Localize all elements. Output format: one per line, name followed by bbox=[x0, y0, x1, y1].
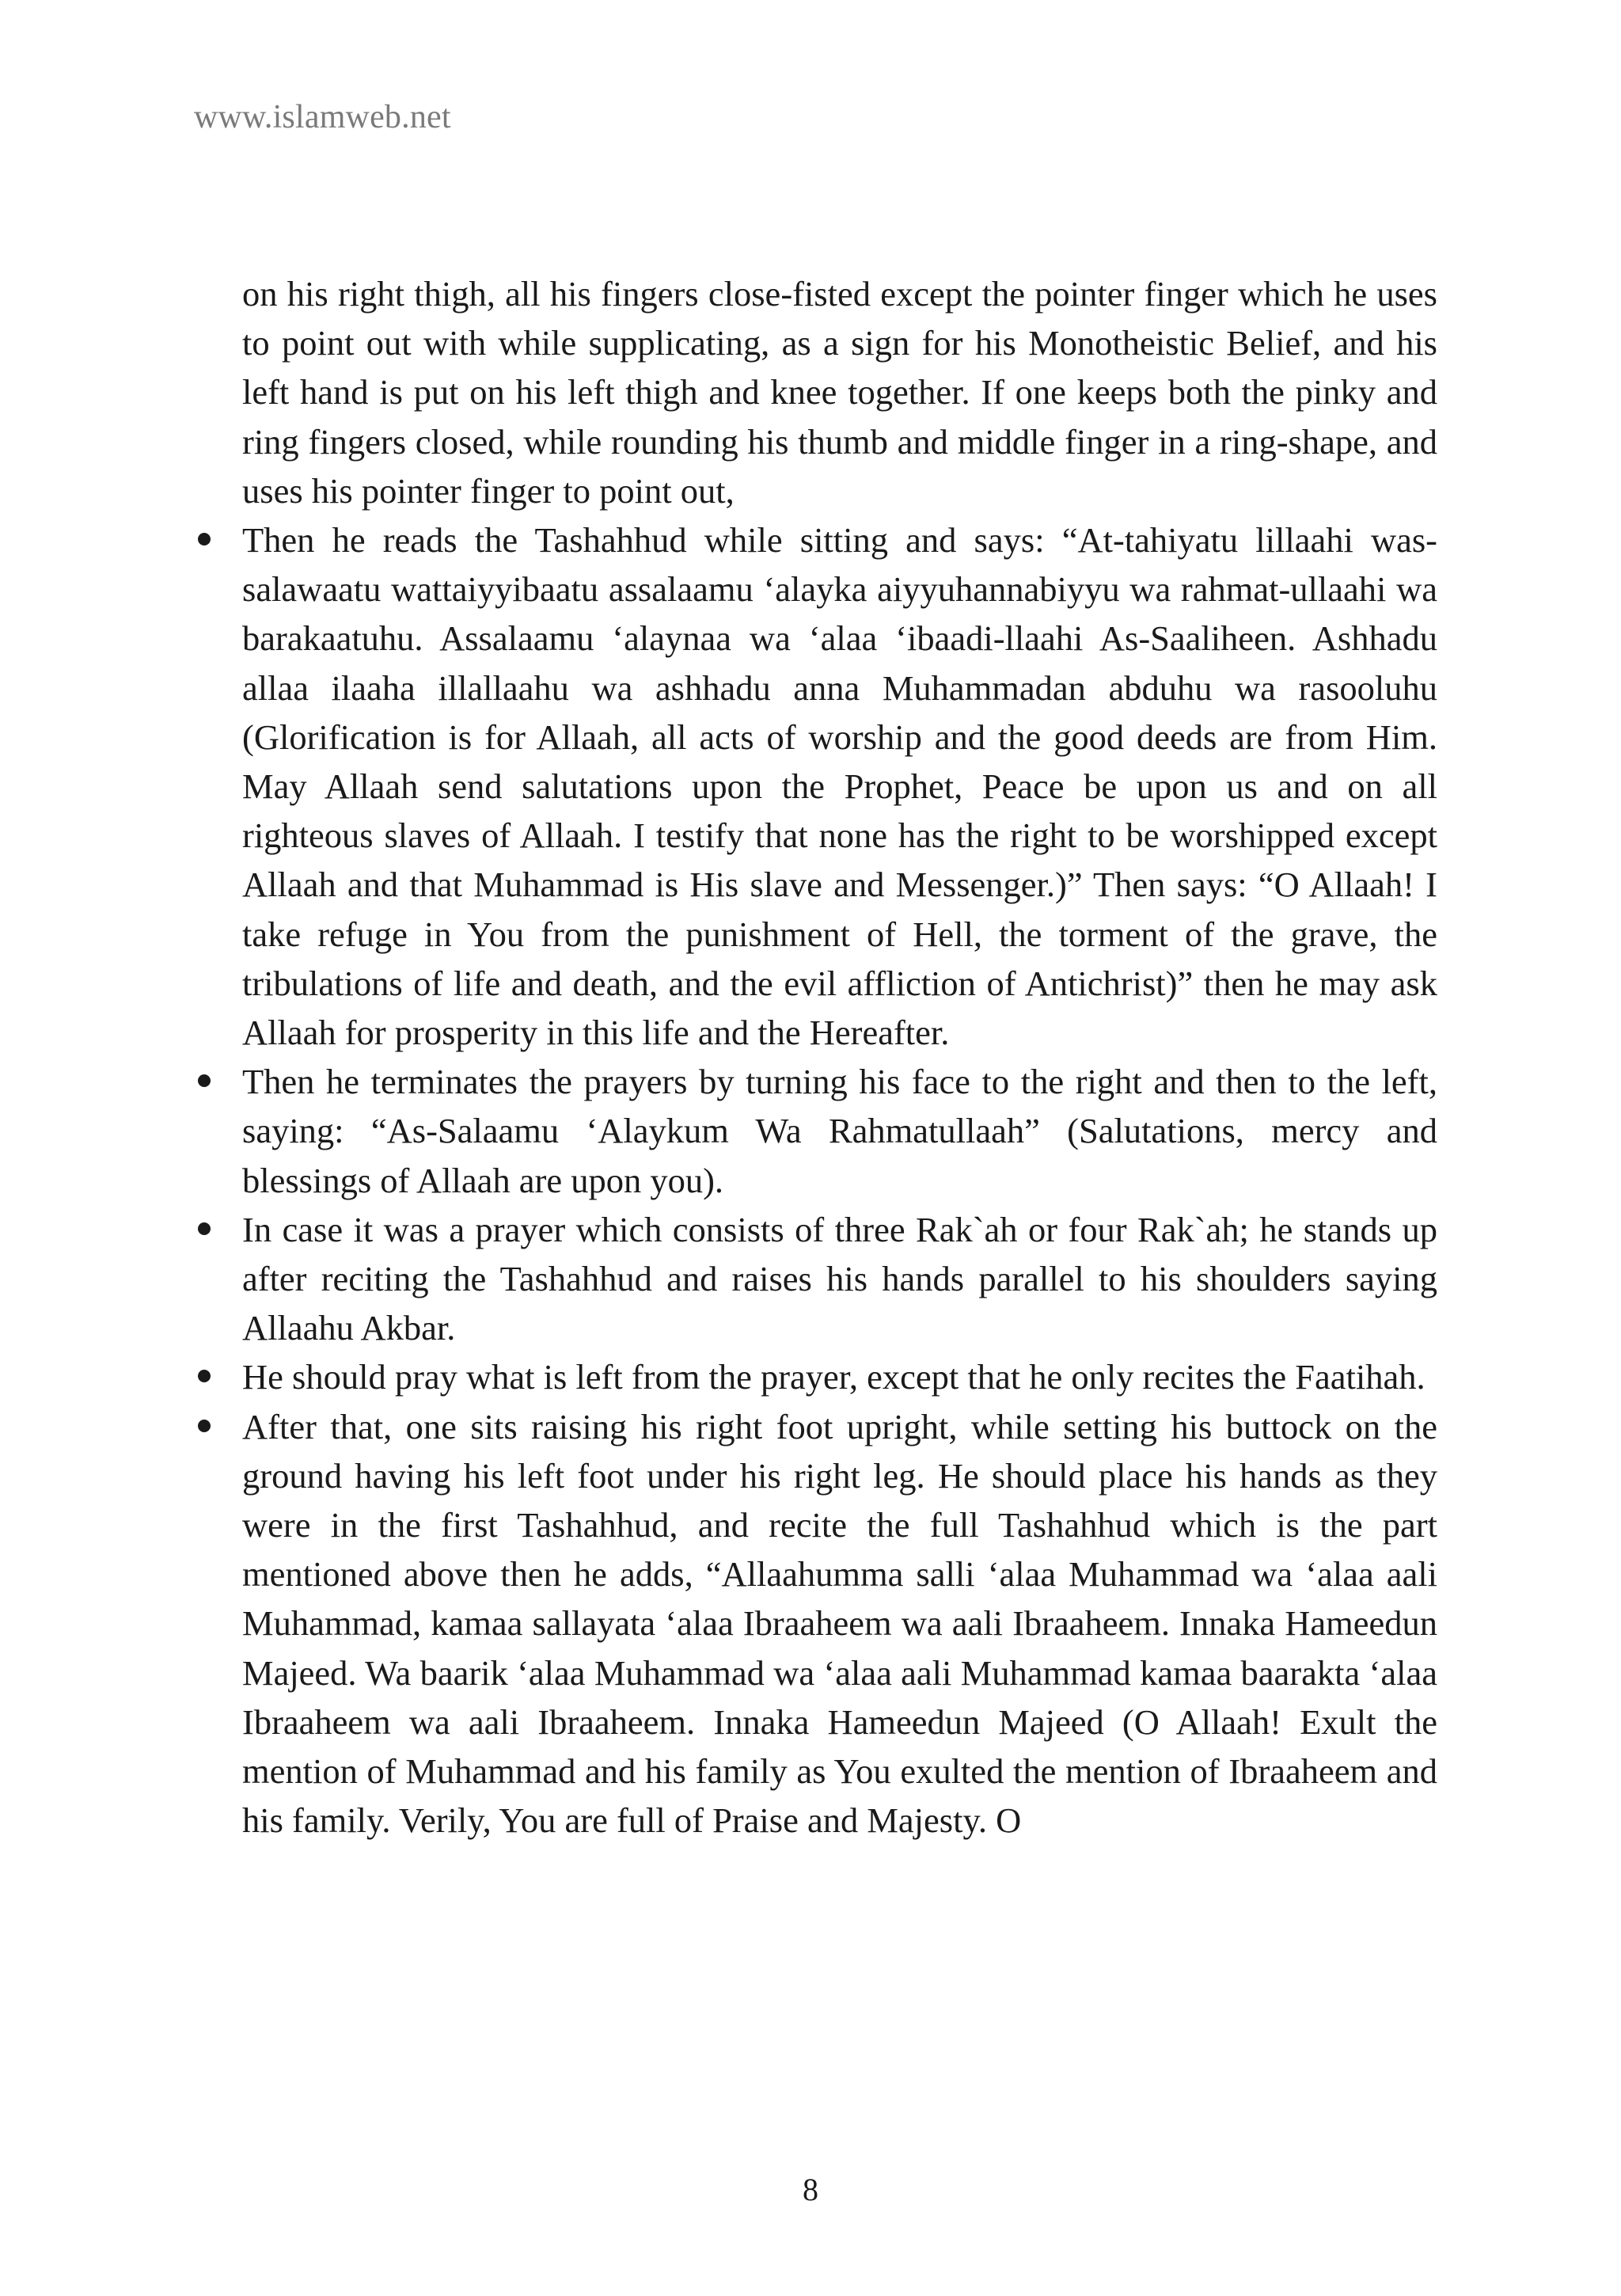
bullet-list bbox=[242, 515, 1437, 1845]
list-item bbox=[242, 1205, 1437, 1353]
list-item bbox=[242, 1402, 1437, 1846]
list-item bbox=[242, 515, 1437, 1057]
list-item-text: He should pray what is left from the prayer, except that he only recites the Faatihah. bbox=[242, 1357, 1425, 1397]
list-item-text: Then he reads the Tashahhud while sitting and says: “At-tahiyatu lillaahi was-salawaatu wattaiyyibaatu assalaamu ‘alayka aiyyuhannabiyyu wa rahmat-ullaahi wa barakaatuhu. Assalaamu ‘alaynaa wa ‘alaa ‘ibaadi-llaahi As-Saaliheen. Ashhadu allaa ilaaha illallaahu wa ashhadu anna Muhammadan abduhu wa rasooluhu (Glorification is for Allaah, all acts of worship and the good deeds are from Him. May Allaah send salutations upon the Prophet, Peace be upon us and on all righteous slaves of Allaah. I testify that none has the right to be worshipped except Allaah and that Muhammad is His slave and Messenger.)” Then says: “O Allaah! I take refuge in You from the punishment of Hell, the torment of the grave, the tribulations of life and death, and the evil affliction of Antichrist)” then he may ask Allaah for prosperity in this life and the Hereafter. bbox=[242, 520, 1437, 1053]
bullet-icon bbox=[198, 1370, 211, 1382]
bullet-icon bbox=[198, 1222, 211, 1235]
bullet-icon bbox=[198, 533, 211, 545]
list-item-text: Then he terminates the prayers by turning his face to the right and then to the left, saying: “As-Salaamu ‘Alaykum Wa Rahmatullaah” (Salutations, mercy and blessings of Allaah are upon you). bbox=[242, 1062, 1437, 1200]
page-number: 8 bbox=[803, 2172, 818, 2207]
list-item bbox=[242, 1352, 1437, 1401]
bullet-icon bbox=[198, 1420, 211, 1432]
list-item bbox=[242, 1057, 1437, 1205]
continuation-paragraph: on his right thigh, all his fingers close-fisted except the pointer finger which he uses to point out with while supplicating, as a sign for his Monotheistic Belief, and his left hand is put on his left thigh and knee together. If one keeps both the pinky and ring fingers closed, while rounding his thumb and middle finger in a ring-shape, and uses his pointer finger to point out, bbox=[242, 274, 1437, 511]
site-url-header: www.islamweb.net bbox=[194, 99, 451, 135]
page-body bbox=[242, 269, 1437, 1846]
list-item-text: After that, one sits raising his right foot upright, while setting his buttock on the ground having his left foot under his right leg. He should place his hands as they were in the first Tashahhud, and recite the full Tashahhud which is the part mentioned above then he adds, “Allaahumma salli ‘alaa Muhammad wa ‘alaa aali Muhammad, kamaa sallayata ‘alaa Ibraaheem wa aali Ibraaheem. Innaka Hameedun Majeed. Wa baarik ‘alaa Muhammad wa ‘alaa aali Muhammad kamaa baarakta ‘alaa Ibraaheem wa aali Ibraaheem. Innaka Hameedun Majeed (O Allaah! Exult the mention of Muhammad and his family as You exulted the mention of Ibraaheem and his family. Verily, You are full of Praise and Majesty. O bbox=[242, 1406, 1437, 1841]
bullet-icon bbox=[198, 1074, 211, 1087]
list-item-text: In case it was a prayer which consists of three Rak`ah or four Rak`ah; he stands up after reciting the Tashahhud and raises his hands parallel to his shoulders saying Allaahu Akbar. bbox=[242, 1209, 1437, 1348]
